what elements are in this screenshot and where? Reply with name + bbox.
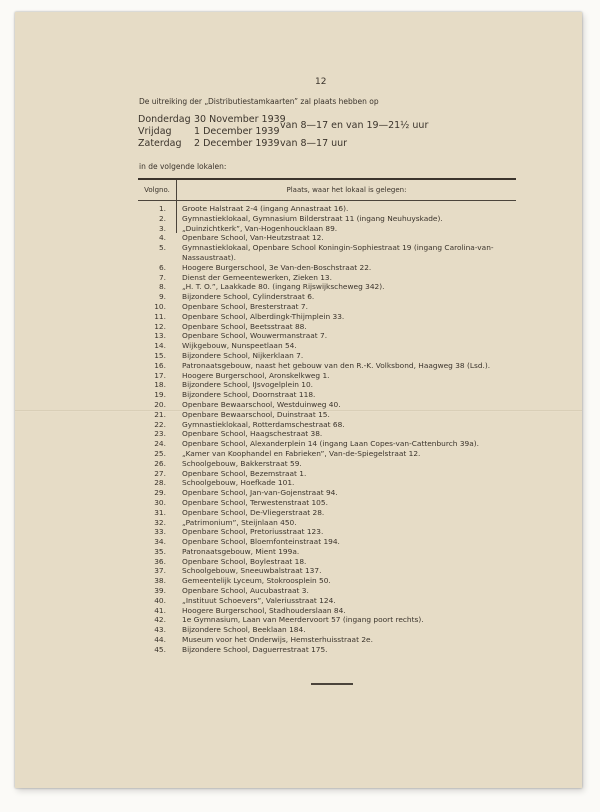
row-number: 28. [154,478,166,488]
row-number: 26. [154,458,166,468]
row-place: Bijzondere School, IJsvogelplein 10. [182,380,314,390]
row-place: Bijzondere School, Cylinderstraat 6. [182,292,315,302]
row-place: Openbare School, Bloemfonteinstraat 194. [182,537,340,547]
table-row [138,596,516,606]
row-place: Openbare School, Terwestenstraat 105. [182,497,328,507]
row-number: 20. [154,399,166,409]
row-place: Openbare Bewaarschool, Duinstraat 15. [182,409,330,419]
row-place: Dienst der Gemeentewerken, Zieken 13. [182,272,332,282]
date-value: 2 December 1939 [194,138,280,149]
table-row [138,322,516,332]
row-number: 14. [154,341,166,351]
row-number: 1. [158,204,166,213]
table-row [138,292,516,302]
table-row [138,586,516,596]
table-header [138,180,516,200]
table-row [138,547,516,557]
row-number: 31. [154,507,166,517]
date-day: Zaterdag [138,138,182,149]
row-place: Schoolgebouw, Bakkerstraat 59. [182,458,302,468]
row-place: 1e Gymnasium, Laan van Meerdervoort 57 (ingang poort rechts). [182,615,424,625]
row-place: Bijzondere School, Beeklaan 184. [182,625,306,635]
table-row [138,625,516,635]
table-row [138,331,516,341]
row-number: 7. [158,272,166,282]
row-place: Gymnastieklokaal, Openbare School Koningin-Sophiestraat 19 (ingang Carolina-van-Nassaustraat). [182,243,494,262]
row-place: Museum voor het Onderwijs, Hemsterhuisstraat 2e. [182,635,373,645]
row-number: 42. [154,615,166,625]
table-row [138,527,516,537]
row-place: Openbare School, Boylestraat 18. [182,556,307,566]
table-row [138,635,516,645]
row-place: Openbare School, Jan-van-Gojenstraat 94. [182,488,338,498]
row-place: Gymnastieklokaal, Gymnasium Bilderstraat 11 (ingang Neuhuyskade). [182,213,443,223]
hours-second: van 8—17 uur [280,138,348,149]
row-place: Patronaatsgebouw, Mient 199a. [182,546,300,556]
hours-first: van 8—17 en van 19—21½ uur [280,120,429,131]
row-place: Hoogere Burgerschool, 3e Van-den-Boschstraat 22. [182,262,372,272]
row-number: 21. [154,409,166,419]
date-row [138,114,289,126]
table-row [138,439,516,449]
row-number: 36. [154,556,166,566]
row-number: 2. [158,213,166,223]
table-row [138,214,516,224]
table-row [138,351,516,361]
row-number: 39. [154,586,166,596]
table-row [138,341,516,351]
table-row [138,420,516,430]
row-number: 12. [154,321,166,331]
row-place: Gymnastieklokaal, Rotterdamschestraat 68. [182,419,345,429]
row-number: 27. [154,468,166,478]
date-block [138,114,429,150]
table-row [138,263,516,273]
table-row [138,233,516,243]
row-number: 19. [154,390,166,400]
table-row [138,498,516,508]
header-place: Plaats, waar het lokaal is gelegen: [286,186,407,194]
row-place: Openbare School, Aucubastraat 3. [182,586,309,596]
row-place: Openbare School, Van-Heutzstraat 12. [182,233,324,243]
table-row [138,361,516,371]
table-row [138,204,516,214]
table-row [138,488,516,498]
table-row [138,645,516,655]
row-number: 34. [154,537,166,547]
table-row [138,371,516,381]
row-place: Openbare School, Bezemstraat 1. [182,468,307,478]
row-number: 6. [158,262,166,272]
row-place: Bijzondere School, Nijkerklaan 7. [182,350,304,360]
table-row [138,557,516,567]
table-row [138,606,516,616]
row-place: Gemeentelijk Lyceum, Stokroosplein 50. [182,576,331,586]
table-row [138,282,516,292]
row-number: 37. [154,566,166,576]
row-number: 24. [154,439,166,449]
row-place: Openbare School, Alberdingk-Thijmplein 33. [182,311,345,321]
locations-table [138,178,516,655]
row-place: Bijzondere School, Daguerrestraat 175. [182,644,328,654]
column-divider [176,201,177,233]
row-place: „H. T. O.”, Laakkade 80. (ingang Rijswijkscheweg 342). [182,282,385,292]
date-value: 1 December 1939 [194,126,280,137]
table-row [138,469,516,479]
end-rule [311,683,353,685]
row-number: 18. [154,380,166,390]
row-place: Openbare Bewaarschool, Westduinweg 40. [182,399,341,409]
row-number: 5. [158,243,166,253]
row-number: 10. [154,301,166,311]
row-number: 23. [154,429,166,439]
table-row [138,429,516,439]
row-number: 29. [154,488,166,498]
row-number: 11. [154,311,166,321]
row-place: Groote Halstraat 2-4 (ingang Annastraat 16). [182,204,349,213]
table-row [138,273,516,283]
table-row [138,508,516,518]
table-row [138,410,516,420]
row-number: 16. [154,360,166,370]
table-row [138,459,516,469]
row-number: 32. [154,517,166,527]
row-number: 13. [154,331,166,341]
table-header-rule [138,200,516,201]
row-number: 17. [154,370,166,380]
row-number: 30. [154,497,166,507]
row-place: Openbare School, De-Vliegerstraat 28. [182,507,325,517]
row-place: Openbare School, Alexanderplein 14 (ingang Laan Copes-van-Cattenburch 39a). [182,439,479,449]
page-number: 12 [315,77,327,87]
date-value: 30 November 1939 [194,114,286,125]
row-number: 35. [154,546,166,556]
table-row [138,478,516,488]
table-row [138,390,516,400]
row-place: Wijkgebouw, Nunspeetlaan 54. [182,341,297,351]
row-number: 9. [158,292,166,302]
row-place: „Kamer van Koophandel en Fabrieken”, Van-de-Spiegelstraat 12. [182,448,421,458]
table-row [138,615,516,625]
row-number: 45. [154,644,166,654]
row-number: 3. [158,223,166,233]
table-row [138,566,516,576]
row-place: Openbare School, Bresterstraat 7. [182,301,308,311]
row-place: „Instituut Schoevers”, Valeriusstraat 124. [182,595,336,605]
table-row [138,224,516,234]
table-row [138,518,516,528]
row-place: Bijzondere School, Doornstraat 118. [182,390,316,400]
table-row [138,449,516,459]
row-number: 43. [154,625,166,635]
row-place: Openbare School, Pretoriusstraat 123. [182,527,324,537]
row-number: 41. [154,605,166,615]
row-place: Hoogere Burgerschool, Aronskelkweg 1. [182,370,330,380]
date-row [138,126,289,138]
row-number: 22. [154,419,166,429]
table-row [138,380,516,390]
intro-text: De uitreiking der „Distributiestamkaarten” zal plaats hebben op [139,97,379,106]
row-place: Openbare School, Beetsstraat 88. [182,321,307,331]
document-sheet [15,12,582,788]
row-place: „Duinzichtkerk”, Van-Hogenhoucklaan 89. [182,223,338,233]
header-number: Volgno. [138,180,177,200]
date-day: Donderdag [138,114,191,125]
row-place: Patronaatsgebouw, naast het gebouw van den R.-K. Volksbond, Haagweg 38 (Lsd.). [182,360,491,370]
table-row [138,312,516,322]
table-body [138,204,516,655]
row-place: Schoolgebouw, Hoefkade 101. [182,478,295,488]
row-number: 25. [154,448,166,458]
date-row [138,138,289,150]
row-number: 4. [158,233,166,243]
table-row [138,576,516,586]
row-number: 44. [154,635,166,645]
table-row [138,243,516,263]
table-row [138,537,516,547]
row-place: „Patrimonium”, Steijnlaan 450. [182,517,297,527]
table-row [138,302,516,312]
row-place: Schoolgebouw, Sneeuwbalstraat 137. [182,566,322,576]
row-place: Hoogere Burgerschool, Stadhouderslaan 84. [182,605,346,615]
table-row [138,400,516,410]
row-number: 15. [154,350,166,360]
row-number: 40. [154,595,166,605]
row-number: 8. [158,282,166,292]
lead-text: in de volgende lokalen: [139,162,227,171]
row-number: 33. [154,527,166,537]
date-day: Vrijdag [138,126,172,137]
row-place: Openbare School, Wouwermanstraat 7. [182,331,328,341]
row-number: 38. [154,576,166,586]
row-place: Openbare School, Haagschestraat 38. [182,429,323,439]
